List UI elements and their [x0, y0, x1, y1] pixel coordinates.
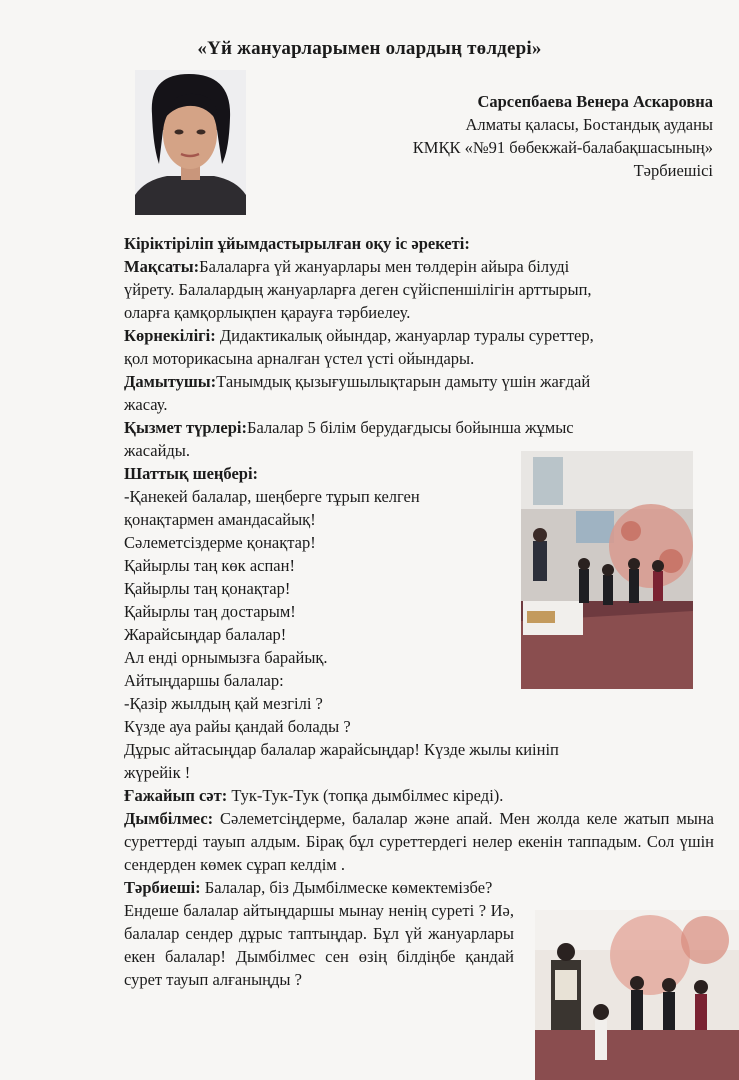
author-role: Тәрбиешісі: [633, 161, 713, 180]
dev-text: Танымдық қызығушылықтарын дамыту үшін жағдай: [216, 372, 591, 391]
classroom-photo-teacher: [535, 910, 739, 1080]
circle-line: Жарайсыңдар балалар!: [124, 625, 287, 644]
dev-line-1: [124, 370, 714, 393]
author-portrait-image: [135, 70, 246, 215]
circle-line: Айтыңдаршы балалар:: [124, 671, 284, 690]
classroom-photo-circle: [521, 451, 693, 689]
moment-text: Тук-Тук-Тук (топқа дымбілмес кіреді).: [227, 786, 504, 805]
goal-label: Мақсаты:: [124, 257, 200, 276]
service-line-2: жасайды.: [124, 441, 191, 460]
dev-label: Дамытушы:: [124, 372, 217, 391]
teacher-text: Балалар, біз Дымбілмеске көмектемізбе?: [200, 878, 493, 897]
circle-heading: Шаттық шеңбері:: [124, 464, 259, 483]
visual-text: Дидактикалық ойындар, жануарлар туралы суреттер,: [215, 326, 594, 345]
visual-line-1: [124, 324, 714, 347]
final-paragraph: Ендеше балалар айтыңдаршы мынау ненің суреті ? Иә, балалар сендер дұрыс таптыңдар. Бұл үй жануарлары екен балалар! Дымбілмес сен өзің білдіңбе қандай сурет тауып алғаныңды ?: [124, 901, 514, 989]
circle-line: Қайырлы таң қонақтар!: [124, 579, 291, 598]
circle-line: Қайырлы таң достарым!: [124, 602, 296, 621]
dev-line-2: жасау.: [124, 395, 168, 414]
circle-line: Ал енді орнымызға барайық.: [124, 648, 328, 667]
autumn-line-1: Дұрыс айтасыңдар балалар жарайсыңдар! Күзде жылы киініп: [124, 740, 559, 759]
dunno-label: Дымбілмес:: [124, 809, 214, 828]
author-block: [413, 90, 713, 182]
lesson-heading: Кіріктіріліп ұйымдастырылған оқу іс әрекеті:: [124, 234, 470, 253]
service-label: Қызмет түрлері:: [124, 418, 247, 437]
circle-line: Қайырлы таң көк аспан!: [124, 556, 295, 575]
visual-label: Көрнекілігі:: [124, 326, 216, 345]
service-text: Балалар 5 білім берудағдысы бойынша жұмыс: [247, 418, 574, 437]
teacher-label: Тәрбиеші:: [124, 878, 201, 897]
goal-line-2: үйрету. Балалардың жануарларға деген сүйіспеншілігін арттырып,: [124, 280, 592, 299]
moment-label: Ғажайып сәт:: [124, 786, 228, 805]
goal-line-3: оларға қамқорлықпен қарауға тәрбиелеу.: [124, 303, 411, 322]
visual-line-2: қол моторикасына арналған үстел үсті ойындары.: [124, 349, 475, 368]
service-line-1: [124, 416, 714, 439]
circle-line: -Қанекей балалар, шеңберге тұрып келген: [124, 487, 420, 506]
circle-line: Сәлеметсіздерме қонақтар!: [124, 533, 316, 552]
autumn-line-2: жүрейік !: [124, 763, 191, 782]
circle-line: Күзде ауа райы қандай болады ?: [124, 717, 351, 736]
circle-line: -Қазір жылдың қай мезгілі ?: [124, 694, 323, 713]
author-city: Алматы қаласы, Бостандық ауданы: [465, 115, 713, 134]
circle-line: қонақтармен амандасайық!: [124, 510, 316, 529]
dunno-paragraph: [124, 807, 714, 876]
document-title: «Үй жануарларымен олардың төлдері»: [197, 38, 542, 59]
teacher-line: [124, 876, 714, 899]
moment-line: [124, 784, 714, 807]
dunno-text: Сәлеметсіңдерме, балалар және апай. Мен жолда келе жатып мына суреттерді тауып алдым. Бірақ бұл суреттердегі нелер екенін таппадым. Сол үшін сендерден көмек сұрап келдім .: [124, 809, 714, 874]
goal-line-1: [124, 255, 714, 278]
author-name: Сарсепбаева Венера Аскаровна: [477, 92, 713, 111]
goal-text: Балаларға үй жануарлары мен төлдерін айыра білуді: [199, 257, 570, 276]
author-institution: КМҚК «№91 бөбекжай-балабақшасының»: [412, 138, 713, 157]
